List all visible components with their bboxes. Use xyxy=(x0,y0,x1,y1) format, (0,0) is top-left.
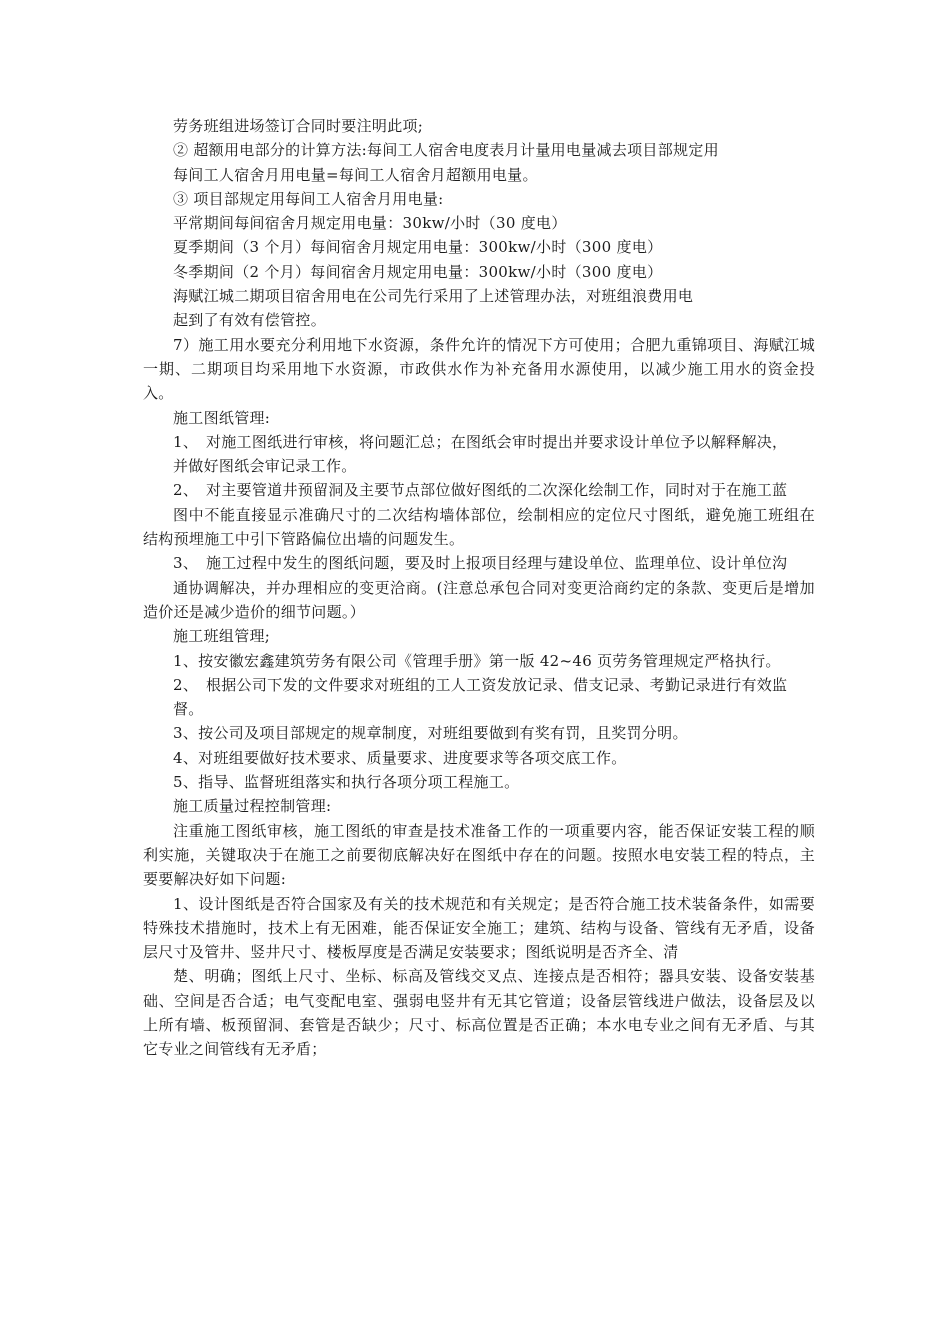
paragraph: 7）施工用水要充分利用地下水资源，条件允许的情况下方可使用；合肥九重锦项目、海赋江城一期、二期项目均采用地下水资源，市政供水作为补充备用水源使用，以减少施工用水的资金投入。 xyxy=(143,335,815,403)
paragraph: 1、 对施工图纸进行审核，将问题汇总；在图纸会审时提出并要求设计单位予以解释解决， xyxy=(173,432,788,451)
paragraph: 2、 根据公司下发的文件要求对班组的工人工资发放记录、借支记录、考勤记录进行有效监 xyxy=(173,675,788,694)
paragraph-line: 海赋江城二期项目宿舍用电在公司先行采用了上述管理办法，对班组浪费用电 xyxy=(173,287,694,306)
paragraph-line: ② 超额用电部分的计算方法:每间工人宿舍电度表月计量用电量减去项目部规定用 xyxy=(173,141,719,160)
paragraph: 通协调解决，并办理相应的变更洽商。(注意总承包合同对变更洽商约定的条款、变更后是增加造价还是减少造价的细节问题。） xyxy=(143,578,815,621)
paragraph-line: 起到了有效有偿管控。 xyxy=(173,311,327,330)
paragraph-line: 3、按公司及项目部规定的规章制度，对班组要做到有奖有罚，且奖罚分明。 xyxy=(173,724,688,743)
paragraph-line: 并做好图纸会审记录工作。 xyxy=(173,457,357,476)
paragraph: 图中不能直接显示准确尺寸的二次结构墙体部位，绘制相应的定位尺寸图纸，避免施工班组在结构预埋施工中引下管路偏位出墙的问题发生。 xyxy=(143,505,815,549)
paragraph-line: 1、按安徽宏鑫建筑劳务有限公司《管理手册》第一版 42~46 页劳务管理规定严格执行。 xyxy=(173,651,781,670)
section-heading: 施工图纸管理: xyxy=(173,408,271,427)
paragraph: 楚、明确；图纸上尺寸、坐标、标高及管线交叉点、连接点是否相符；器具安装、设备安装基础、空间是否合适；电气变配电室、强弱电竖井有无其它管道；设备层管线进户做法，设备层及以上所有墙、板预留洞、套管是否缺少；尺寸、标高位置是否正确；本水电专业之间有无矛盾、与其它专业之间管线有无矛盾； xyxy=(143,967,815,1059)
paragraph: 1、设计图纸是否符合国家及有关的技术规范和有关规定；是否符合施工技术装备条件，如需要特殊技术措施时，技术上有无困难，能否保证安全施工；建筑、结构与设备、管线有无矛盾，设备层尺寸及管井、竖井尺寸、楼板厚度是否满足安装要求；图纸说明是否齐全、清 xyxy=(143,894,815,962)
paragraph: 注重施工图纸审核，施工图纸的审查是技术准备工作的一项重要内容，能否保证安装工程的顺利实施，关键取决于在施工之前要彻底解决好在图纸中存在的问题。按照水电安装工程的特点，主要要解决好如下问题: xyxy=(143,821,815,889)
paragraph-line: ③ 项目部规定用每间工人宿舍月用电量: xyxy=(173,189,444,208)
paragraph-line: 督。 xyxy=(173,700,204,719)
paragraph-line: 4、对班组要做好技术要求、质量要求、进度要求等各项交底工作。 xyxy=(173,748,627,767)
paragraph-line: 夏季期间（3 个月）每间宿舍月规定用电量：300kw/小时（300 度电） xyxy=(173,238,663,257)
document-body xyxy=(143,114,815,1062)
paragraph-line: 平常期间每间宿舍月规定用电量：30kw/小时（30 度电） xyxy=(173,214,567,233)
section-heading: 施工质量过程控制管理: xyxy=(173,797,332,816)
paragraph: 2、 对主要管道井预留洞及主要节点部位做好图纸的二次深化绘制工作，同时对于在施工蓝 xyxy=(173,481,788,500)
section-heading: 施工班组管理; xyxy=(173,627,271,646)
paragraph-line: 5、指导、监督班组落实和执行各项分项工程施工。 xyxy=(173,773,520,792)
paragraph-line: 每间工人宿舍月用电量=每间工人宿舍月超额用电量。 xyxy=(173,165,538,184)
paragraph: 3、 施工过程中发生的图纸问题，要及时上报项目经理与建设单位、监理单位、设计单位沟 xyxy=(173,554,788,573)
paragraph-line: 劳务班组进场签订合同时要注明此项; xyxy=(173,117,424,135)
paragraph-line: 冬季期间（2 个月）每间宿舍月规定用电量：300kw/小时（300 度电） xyxy=(173,262,663,281)
